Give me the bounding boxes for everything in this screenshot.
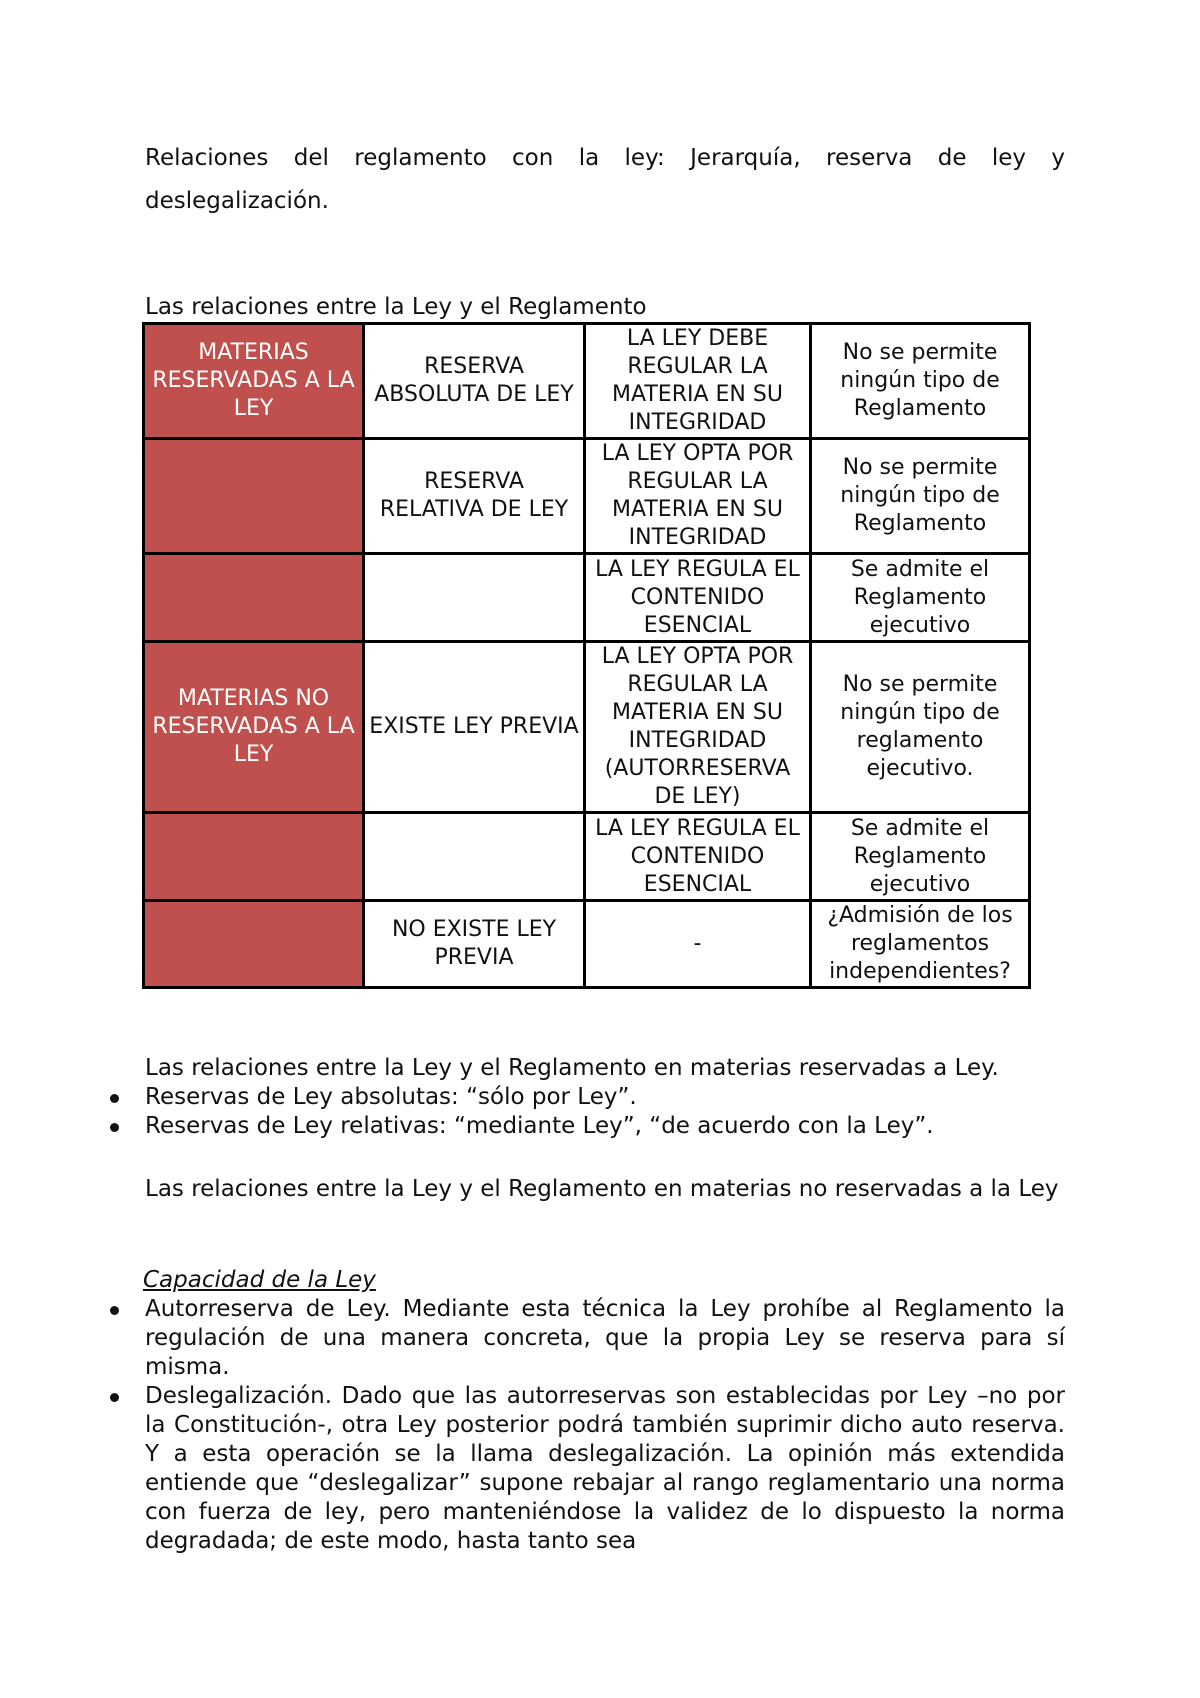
result-cell: No se permite ningún tipo de Reglamento: [811, 324, 1030, 439]
regulation-cell: LA LEY DEBE REGULAR LA MATERIA EN SU INTEGRIDAD: [585, 324, 811, 439]
table-row: [144, 324, 1030, 439]
category-cell: [144, 439, 364, 554]
reserve-type-cell: EXISTE LEY PREVIA: [364, 642, 585, 813]
reserve-type-cell: RESERVA RELATIVA DE LEY: [364, 439, 585, 554]
regulation-cell: LA LEY REGULA EL CONTENIDO ESENCIAL: [585, 554, 811, 642]
table-row: [144, 554, 1030, 642]
document-heading: Relaciones del reglamento con la ley: Jerarquía, reserva de ley y deslegalización.: [145, 145, 1065, 214]
result-cell: No se permite ningún tipo de reglamento ejecutivo.: [811, 642, 1030, 813]
reserve-type-cell: RESERVA ABSOLUTA DE LEY: [364, 324, 585, 439]
capacity-list: [145, 1295, 1065, 1556]
table-row: [144, 439, 1030, 554]
non-reserved-matters-intro: Las relaciones entre la Ley y el Reglamento en materias no reservadas a la Ley: [145, 1176, 1059, 1202]
result-cell: Se admite el Reglamento ejecutivo: [811, 554, 1030, 642]
list-item: Autorreserva de Ley. Mediante esta técnica la Ley prohíbe al Reglamento la regulación de una manera concreta, que la propia Ley se reserva para sí misma.: [145, 1296, 1065, 1380]
reserve-type-cell: [364, 554, 585, 642]
reserved-matters-section: [145, 1054, 1065, 1141]
list-item: Reservas de Ley relativas: “mediante Ley”, “de acuerdo con la Ley”.: [145, 1112, 1065, 1141]
table-row: [144, 813, 1030, 901]
regulation-cell: LA LEY REGULA EL CONTENIDO ESENCIAL: [585, 813, 811, 901]
table-caption: Las relaciones entre la Ley y el Reglamento: [145, 294, 647, 320]
list-item: Reservas de Ley absolutas: “sólo por Ley”.: [145, 1083, 1065, 1112]
reserve-type-cell: [364, 813, 585, 901]
category-cell: [144, 813, 364, 901]
regulation-cell: -: [585, 901, 811, 988]
category-cell: MATERIAS RESERVADAS A LA LEY: [144, 324, 364, 439]
capacity-section: [145, 1266, 1065, 1556]
reserved-matters-intro: Las relaciones entre la Ley y el Reglamento en materias reservadas a Ley.: [145, 1055, 999, 1081]
result-cell: ¿Admisión de los reglamentos independientes?: [811, 901, 1030, 988]
reserved-matters-list: [145, 1083, 1065, 1141]
table-row: [144, 642, 1030, 813]
result-cell: Se admite el Reglamento ejecutivo: [811, 813, 1030, 901]
reserve-type-cell: NO EXISTE LEY PREVIA: [364, 901, 585, 988]
result-cell: No se permite ningún tipo de Reglamento: [811, 439, 1030, 554]
table-row: [144, 901, 1030, 988]
category-cell: MATERIAS NO RESERVADAS A LA LEY: [144, 642, 364, 813]
capacity-heading: Capacidad de la Ley: [143, 1267, 376, 1293]
category-cell: [144, 554, 364, 642]
list-item: Deslegalización. Dado que las autorreservas son establecidas por Ley –no por la Constitución-, otra Ley posterior podrá también suprimir dicho auto reserva. Y a esta operación se la llama deslegalización. La opinión más extendida entiende que “deslegalizar” supone rebajar al rango reglamentario una norma con fuerza de ley, pero manteniéndose la validez de lo dispuesto la norma degradada; de este modo, hasta tanto sea: [145, 1383, 1065, 1554]
regulation-cell: LA LEY OPTA POR REGULAR LA MATERIA EN SU INTEGRIDAD (AUTORRESERVA DE LEY): [585, 642, 811, 813]
regulation-cell: LA LEY OPTA POR REGULAR LA MATERIA EN SU INTEGRIDAD: [585, 439, 811, 554]
law-regulation-table: [142, 322, 1031, 989]
category-cell: [144, 901, 364, 988]
